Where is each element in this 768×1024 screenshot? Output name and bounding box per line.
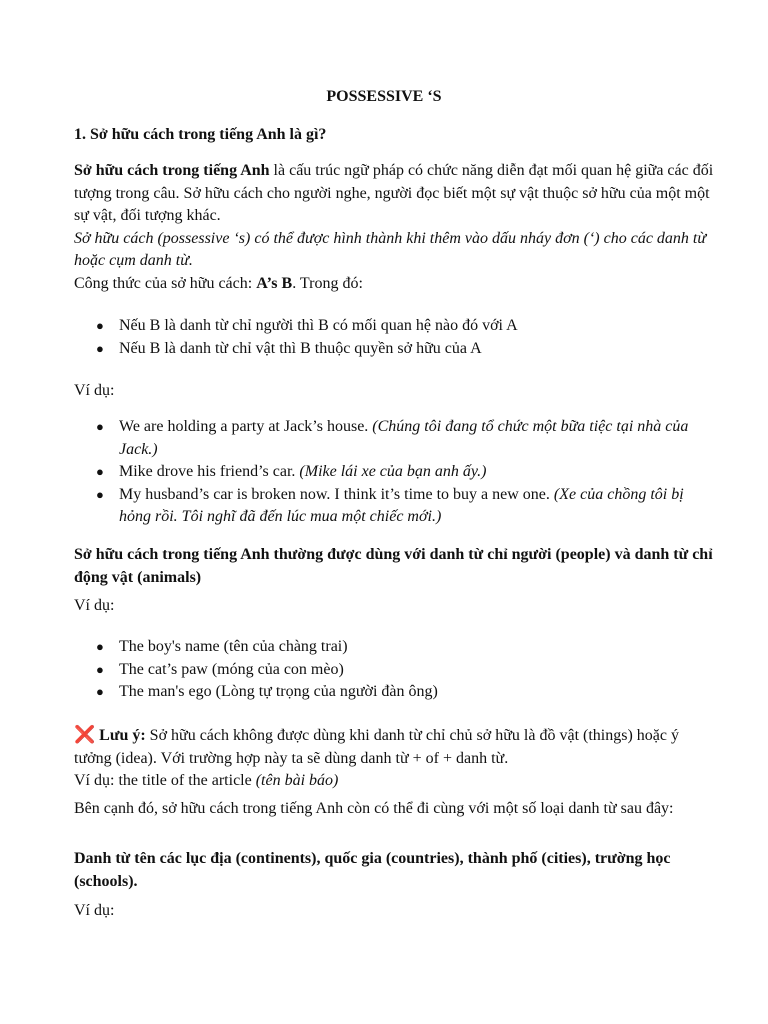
intro-paragraph bbox=[74, 160, 714, 295]
example-english: My husband’s car is broken now. I think it’s time to buy a new one. bbox=[119, 485, 554, 503]
example-translation: (Mike lái xe của bạn anh ấy.) bbox=[299, 463, 487, 480]
list-item bbox=[74, 416, 714, 461]
document-title: POSSESSIVE ‘S bbox=[326, 88, 442, 105]
list-item: ● Nếu B là danh từ chỉ vật thì B thuộc quyền sở hữu của A bbox=[74, 338, 714, 361]
formula-prefix: Công thức của sở hữu cách: bbox=[74, 274, 257, 292]
besides-paragraph: Bên cạnh đó, sở hữu cách trong tiếng Anh còn có thể đi cùng với một số loại danh từ sau đây: bbox=[74, 800, 674, 817]
section-2-heading: Sở hữu cách trong tiếng Anh thường được dùng với danh từ chỉ người (people) và danh từ chỉ động vật (animals) bbox=[74, 546, 713, 586]
list-item bbox=[74, 461, 714, 484]
cross-mark-icon: ❌ bbox=[74, 725, 96, 745]
example-translation: (Xe của chồng tôi bị hỏng rồi. Tôi nghĩ đã đến lúc mua một chiếc mới.) bbox=[119, 485, 684, 525]
intro-term: Sở hữu cách trong tiếng Anh bbox=[74, 162, 270, 179]
section-1-heading: 1. Sở hữu cách trong tiếng Anh là gì? bbox=[74, 126, 327, 143]
list-item: ● The cat’s paw (móng của con mèo) bbox=[74, 659, 714, 682]
list-item: ● The man's ego (Lòng tự trọng của người đàn ông) bbox=[74, 681, 714, 704]
example-label: Ví dụ: bbox=[74, 902, 115, 919]
list-item bbox=[74, 484, 714, 529]
section-3-heading: Danh từ tên các lục địa (continents), quốc gia (countries), thành phố (cities), trường học (schools). bbox=[74, 850, 671, 890]
example-english: Mike drove his friend’s car. bbox=[119, 463, 300, 480]
note-example: Ví dụ: the title of the article bbox=[74, 772, 256, 789]
formula-bullet-list bbox=[74, 315, 714, 360]
note-text: Sở hữu cách không được dùng khi danh từ chỉ chủ sở hữu là đồ vật (things) hoặc ý tưởng (idea). Với trường hợp này ta sẽ dùng danh từ + of + danh từ. bbox=[74, 727, 679, 767]
example-translation: (Chúng tôi đang tổ chức một bữa tiệc tại nhà của Jack.) bbox=[119, 418, 689, 458]
formula: A’s B bbox=[256, 274, 293, 292]
example-label: Ví dụ: bbox=[74, 597, 115, 614]
example-list-2 bbox=[74, 636, 714, 704]
list-item: ● Nếu B là danh từ chỉ người thì B có mối quan hệ nào đó với A bbox=[74, 315, 714, 338]
note-label: Lưu ý: bbox=[95, 727, 146, 744]
note-paragraph bbox=[74, 724, 714, 793]
intro-definition: là cấu trúc ngữ pháp có chức năng diễn đạt mối quan hệ giữa các đối tượng trong câu. Sở hữu cách cho người nghe, người đọc biết một sự vật thuộc sở hữu của một một sự vật, đối tượng khác. bbox=[74, 162, 714, 224]
intro-italic-note: Sở hữu cách (possessive ‘s) có thể được hình thành khi thêm vào dấu nháy đơn (‘) cho các danh từ hoặc cụm danh từ. bbox=[74, 229, 707, 269]
note-example-translation: (tên bài báo) bbox=[255, 772, 339, 789]
formula-suffix: . Trong đó: bbox=[292, 274, 363, 292]
example-english: We are holding a party at Jack’s house. bbox=[119, 418, 373, 435]
example-list-1 bbox=[74, 416, 714, 529]
example-label: Ví dụ: bbox=[74, 382, 115, 399]
list-item: ● The boy's name (tên của chàng trai) bbox=[74, 636, 714, 659]
